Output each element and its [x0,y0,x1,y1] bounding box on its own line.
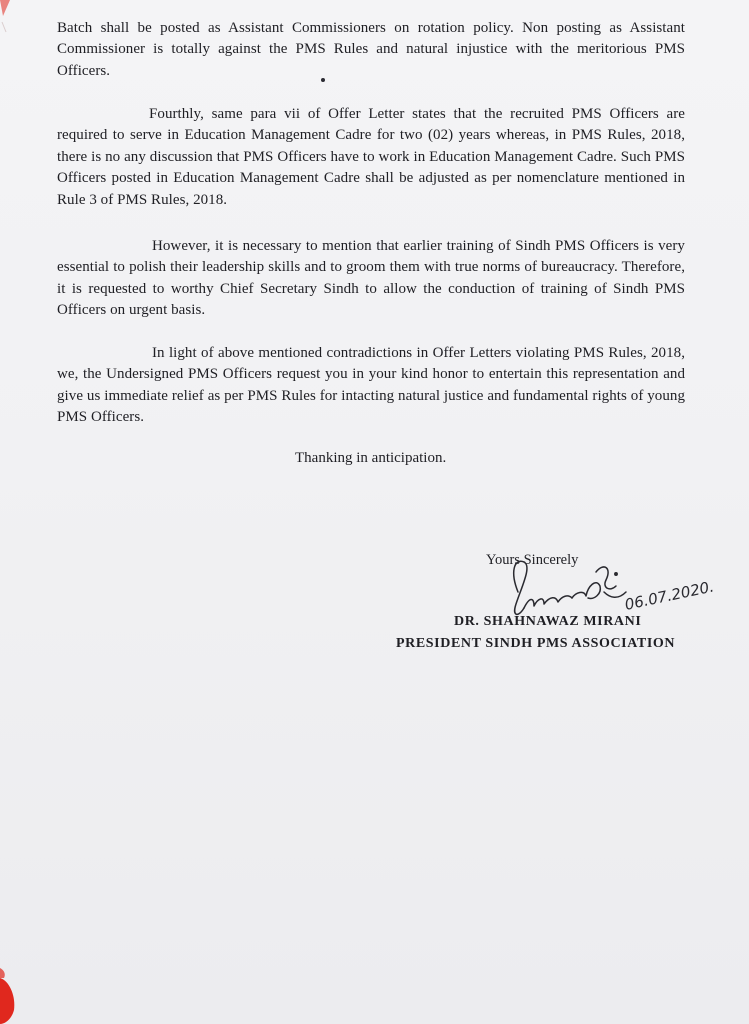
paragraph-education-cadre: Fourthly, same para vii of Offer Letter states that the recruited PMS Officers are required to serve in Education Management Cadre for two (02) years whereas, in PMS Rules, 2018, there is no any discussion that PMS Officers have to work in Education Management Cadre. Such PMS Officers posted in Education Management Cadre shall be adjusted as per nomenclature mentioned in Rule 3 of PMS Rules, 2018. [57,106,685,208]
signer-name: DR. SHAHNAWAZ MIRANI [454,614,642,629]
signer-title: PRESIDENT SINDH PMS ASSOCIATION [396,636,676,651]
red-edge-blot [0,960,22,1024]
red-bleed-mark [0,0,60,40]
paragraph-rotation-policy: Batch shall be posted as Assistant Commissioners on rotation policy. Non posting as Assistant Commissioner is totally against the PMS Rules and natural injustice with the meritorious PMS Officers. [57,20,685,79]
paragraph-relief-request: In light of above mentioned contradictions in Offer Letters violating PMS Rules, 2018, we, the Undersigned PMS Officers request you in your kind honor to entertain this representation and give us immediate relief as per PMS Rules for intacting natural justice and fundamental rights of young PMS Officers. [57,345,685,426]
signature-date: 06.07.2020. [623,577,716,614]
salutation: Yours Sincerely [486,552,579,568]
paragraph-training-request: However, it is necessary to mention that earlier training of Sindh PMS Officers is very essential to polish their leadership skills and to groom them with true norms of bureaucracy. Therefore, it is requested to worthy Chief Secretary Sindh to allow the conduction of training of Sindh PMS Officers on urgent basis. [57,238,685,319]
closing-line: Thanking in anticipation. [295,450,447,466]
ink-dot [321,78,325,82]
